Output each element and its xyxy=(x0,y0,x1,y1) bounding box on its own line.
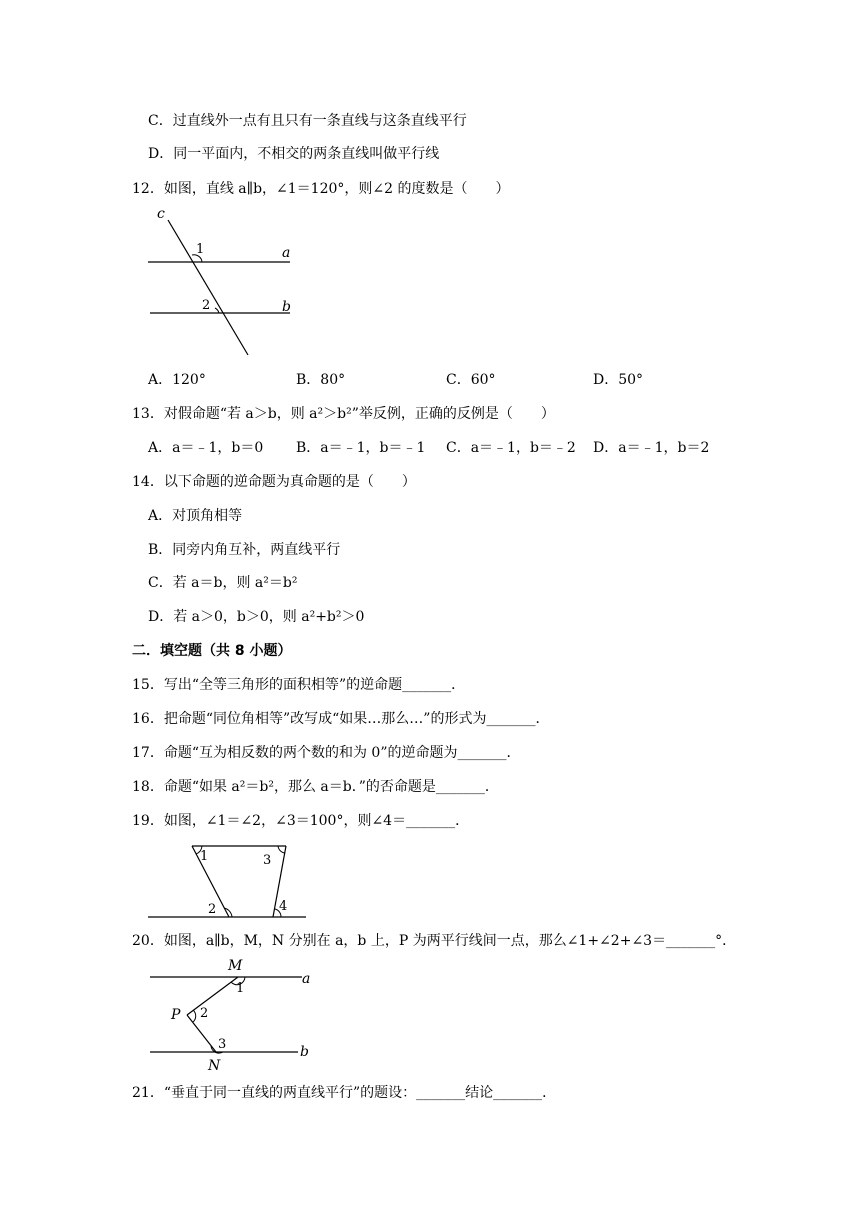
q14-option-c: C．若 a＝b，则 a²＝b² xyxy=(148,575,298,591)
q15-stem: 15．写出“全等三角形的面积相等”的逆命题_______． xyxy=(132,677,466,693)
q16-stem: 16．把命题“同位角相等”改写成“如果…那么…”的形式为_______． xyxy=(132,711,550,727)
q20-label-3: 3 xyxy=(218,1037,227,1052)
q20-label-2: 2 xyxy=(200,1006,209,1021)
q20-label-M: M xyxy=(228,958,243,974)
q20-label-a: a xyxy=(302,971,311,987)
q12-label-c: c xyxy=(157,206,165,222)
q19-label-1: 1 xyxy=(200,849,209,864)
q12-option-d: D．50° xyxy=(593,372,644,388)
q20-figure xyxy=(140,955,320,1075)
q12-option-c: C．60° xyxy=(446,372,496,388)
q14-option-a: A．对顶角相等 xyxy=(148,508,243,524)
q19-figure xyxy=(140,838,320,922)
q19-stem: 19．如图，∠1＝∠2，∠3＝100°，则∠4＝_______． xyxy=(132,813,470,829)
q20-stem: 20．如图，a∥b，M，N 分别在 a，b 上，P 为两平行线间一点，那么∠1+∠2+∠3＝_______°． xyxy=(132,933,737,949)
q20-label-b: b xyxy=(300,1044,309,1060)
section-title-fill-in: 二．填空题（共 8 小题） xyxy=(132,643,292,659)
q11-option-c: C．过直线外一点有且只有一条直线与这条直线平行 xyxy=(148,113,467,129)
q19-label-3: 3 xyxy=(263,853,272,868)
q21-stem: 21．“垂直于同一直线的两直线平行”的题设：_______结论_______． xyxy=(132,1085,557,1101)
q17-stem: 17．命题“互为相反数的两个数的和为 0”的逆命题为_______． xyxy=(132,745,521,761)
q12-label-1: 1 xyxy=(196,242,205,257)
q20-label-N: N xyxy=(208,1058,221,1074)
q12-option-b: B．80° xyxy=(296,372,346,388)
q20-label-P: P xyxy=(171,1007,181,1023)
q13-stem: 13．对假命题“若 a＞b，则 a²＞b²”举反例，正确的反例是（ ） xyxy=(132,406,555,422)
q11-option-d: D．同一平面内，不相交的两条直线叫做平行线 xyxy=(148,146,440,162)
q13-option-a: A．a＝﹣1，b＝0 xyxy=(148,440,264,456)
q18-stem: 18．命题“如果 a²＝b²，那么 a＝b．”的否命题是_______． xyxy=(132,779,499,795)
q12-label-a: a xyxy=(282,245,291,261)
q14-option-d: D．若 a＞0，b＞0，则 a²+b²＞0 xyxy=(148,609,365,625)
q13-option-c: C．a＝﹣1，b＝﹣2 xyxy=(446,440,576,456)
q13-option-d: D．a＝﹣1，b＝2 xyxy=(593,440,710,456)
q12-label-2: 2 xyxy=(202,298,211,313)
q12-stem: 12．如图，直线 a∥b，∠1＝120°，则∠2 的度数是（ ） xyxy=(132,181,510,197)
q13-option-b: B．a＝﹣1，b＝﹣1 xyxy=(296,440,426,456)
q14-stem: 14．以下命题的逆命题为真命题的是（ ） xyxy=(132,474,416,490)
q12-figure xyxy=(140,205,310,361)
q12-label-b: b xyxy=(282,299,291,315)
q19-label-4: 4 xyxy=(279,899,288,914)
q19-label-2: 2 xyxy=(208,902,217,917)
q20-label-1: 1 xyxy=(236,981,245,996)
q12-option-a: A．120° xyxy=(148,372,206,388)
q14-option-b: B．同旁内角互补，两直线平行 xyxy=(148,542,341,558)
